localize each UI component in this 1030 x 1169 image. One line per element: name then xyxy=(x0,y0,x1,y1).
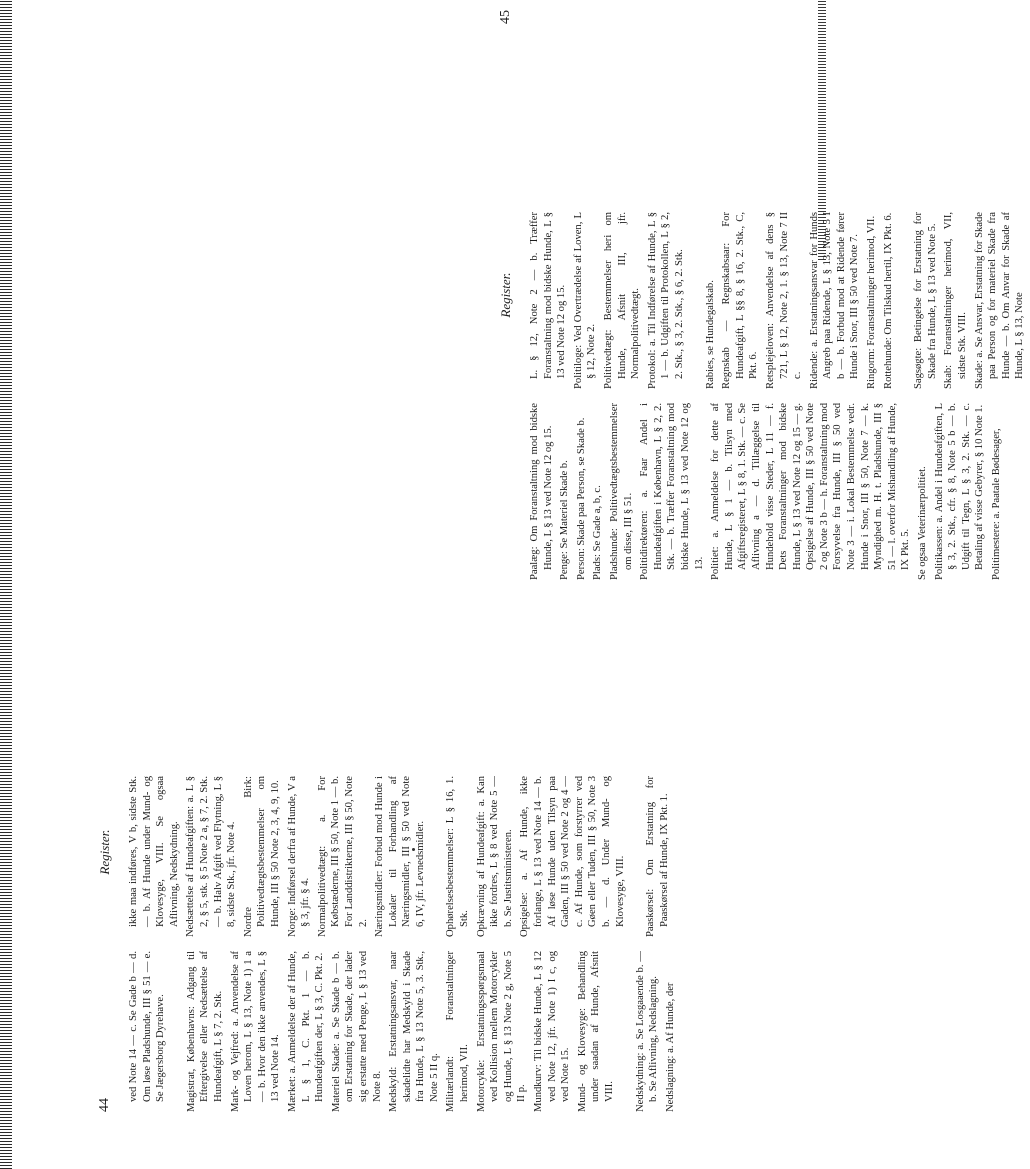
page-number: 45 xyxy=(498,10,513,24)
index-entry: Rottehunde: Om Tilskud hertil, IX Pkt. 6. xyxy=(882,212,894,389)
index-entry: Politimestere: a. Paatale Bødesager, xyxy=(991,428,1002,580)
index-entry: Retsplejeloven: Anvendelse af dens § 721, L § 12, Note 2, 1. § 13, Note 7 II c. xyxy=(764,212,804,389)
index-entry: Politidirektøren: a. Faar Andel i Hundeafgiften i København, L § 2, 2. Stk. — b. Træffer Foranstaltning mod bidske Hunde, L § 13 ved Note 12 og 13. xyxy=(639,403,705,580)
index-entry: Paalæg: Om Foranstaltning mod bidske Hunde, L § 13 ved Note 12 og 15. xyxy=(529,403,554,580)
running-head: Register. xyxy=(97,829,112,875)
page-45 xyxy=(498,10,1026,580)
section-gap xyxy=(620,951,634,1112)
index-entry: Rabies, se Hundegalskab. xyxy=(704,280,716,389)
index-entry: Skab: Foranstaltninger herimod, VII, sidste Stk. VIII. xyxy=(943,212,969,389)
index-entry: Materiel Skade: a. Se Skade b — b. om Erstatning for Skade, der lader sig erstatte med Penge, L § 13 ved Note 8. xyxy=(330,951,383,1112)
index-entry: Plads: Se Gade a, b, c. xyxy=(592,485,604,580)
index-entry: Næringsmidler: Forbud mod Hunde i Lokaler til Forhandling af Næringsmidler, III § 50 ved Note 6, IV, jfr. Levnedsmidler. xyxy=(374,776,426,937)
index-entry: Regnskab — Regnskabsaar: For Hundeafgift, L §§ 8, § 16, 2. Stk., C, Pkt. 6. xyxy=(721,212,760,389)
index-columns xyxy=(528,10,1030,580)
index-column xyxy=(127,951,680,1112)
section-gap xyxy=(171,951,185,1112)
index-entry: Opsigelse: a. Af Hunde, ikke forlange, L § 13 ved Note 14 — b. Af løse Hunde uden Tilsyn paa Gaden, III § 50 ved Note 2 og 4 — c. Af Hunde, som forstyrrer ved Gøen eller Tuden, III § 50, Note 3 b. — d. Under Mund- og Klovesyge, VIII. xyxy=(519,776,626,937)
section-gap xyxy=(430,776,444,937)
index-entry: Militærlandt: Foranstaltninger herimod, VII. xyxy=(445,951,471,1112)
index-column xyxy=(127,776,680,937)
index-entry: Protokol: a. Til Indførelse af Hunde, L § 1 — b. Udgiften til Protokollen, L § 2, 2. Stk., § 3, 2. Stk., § 6, 2. Stk. xyxy=(646,212,685,389)
index-entry: Opkrævning af Hundeafgift: a. Kan ikke fordres, L § 8 ved Note 5 — b. Se Justitsministeren. xyxy=(475,776,514,937)
index-entry: Paaskørsel: Om Erstatning for Paaskørsel af Hunde, IX Pkt. 1. xyxy=(645,776,670,937)
page-44 xyxy=(97,592,676,1112)
index-entry: Sagsøgte: Betingelse for Erstatning for Skade fra Hunde, L § 13 ved Note 5. xyxy=(913,212,938,389)
section-gap xyxy=(630,776,644,937)
index-entry: Mundkurv: Til bidske Hunde, L § 12 ved Note 12, jfr. Note 1) I c, og ved Note 15. xyxy=(533,951,572,1112)
page-header xyxy=(97,592,121,1112)
index-entry: L. § 12, Note 2 — b. Træffer Foranstaltning mod bidske Hunde, L § 13 ved Note 12 og 15. xyxy=(529,212,568,379)
page-number: 44 xyxy=(97,1098,112,1112)
index-entry: Normalpolitivedtægt: a. For Købstæderne, III § 50, Note 1 — b. For Landdistrikterne, III § 50, Note 2. xyxy=(316,776,369,937)
index-entry: Mund- og Klovesyge: Behandling under saadan af Hunde, Afsnit VIII. xyxy=(576,951,615,1112)
index-entry: Ophørelsesbestemmelser: L § 16, 1. Stk. xyxy=(445,776,471,937)
index-entry: Skade: a. Se Ansvar, Erstatning for Skade paa Person og for materiel Skade fra Hunde — b. Om Anvar for Skade af Hunde, L § 13, Note xyxy=(973,212,1026,389)
index-entry: Motorcykle: Erstatningsspørgsmaal ved Kollision mellem Motorcykler og Hunde, L § 13 Note 2 g, Note 5 II p. xyxy=(475,951,528,1112)
index-entry: Ridende: a. Erstatningsansvar for Hunds Angreb paa Ridende, L § 13, Note 5 I b — b. Forbud mod at Ridende fører Hunde i Snor, III § 50 ved Note 7. xyxy=(808,212,861,389)
index-entry: Pladshunde: Politivedtægtsbestemmelser om disse, III § 51. xyxy=(608,403,634,580)
index-entry: Person: Skade paa Person, se Skade b. xyxy=(575,417,587,580)
index-entry: Mark- og Vejfred: a. Anvendelse af Loven herom, L § 13, Note 1) 1 a — b. Hvor den ikke anvendes, L § 13 ved Note 14. xyxy=(229,951,282,1112)
page-header xyxy=(498,10,522,580)
index-entry: Politiloge: Ved Overtrædelse af Loven, L § 12, Note 2. xyxy=(572,212,598,389)
index-entry: Norge: Indførsel derfra af Hunde, V a § 3, jfr. § 4. xyxy=(286,776,312,937)
index-entry: Politiet: a. Anmeldelse for dette af Hunde, L § 1 — b. Tilsyn med Afgiftsregisteret, L § 8, 1. Stk. — c. Se Aflivning a — d. Tillæggelse til Hundehold visse Steder, L 11 — f. Dets Foranstaltninger mod bidske Hunde, L § 13 ved Note 12 og 15 — g. Opsigelse af Hunde, III § 50 ved Note 2 og Note 3 b — h. Foranstaltning mod Forsyvelse fra Hunde, III § 50 ved Note 3 — i. Lokal Bestemmelse vedr. Hunde i Snor, III § 50, Note 7 — k. Myndighed m. H. t. Pladshunde, III § 51 — l. overfor Mishandling af Hunde, IX Pkt. 5. xyxy=(710,403,912,580)
running-head: Register. xyxy=(498,272,513,318)
index-columns xyxy=(127,592,680,1112)
index-entry: Nedskydning: a. Se Losgaaende b. — b. Se Aflivning, Nedslagning. xyxy=(634,951,660,1112)
index-entry: Penge: Se Materiel Skade b. xyxy=(559,460,571,580)
index-entry: Nordre Birk: Politivedtægtsbestemmelser om Hunde, III § 50 Note 2, 3, 4, 9, 10. xyxy=(242,776,281,937)
index-entry: Se ogsaa Veterinærpolitiet. xyxy=(917,466,929,580)
index-column xyxy=(528,403,1030,580)
section-gap xyxy=(690,212,704,389)
index-entry: Medskyld: Erstatningsansvar, naar skadelidte har Medskyld i Skade fra Hunde, L § 13 Note 5, 3. Stk., Note 5 II q. xyxy=(388,951,440,1112)
index-column xyxy=(528,212,1030,389)
index-entry: Mærket: a. Anmeldelse der af Hunde, L § 1, C. Pkt. 1 — b. Hundeafgiften der, L § 3, C. Pkt. 2. xyxy=(286,951,326,1112)
index-entry: Ringorm: Foranstaltninger herimod, VII. xyxy=(866,215,878,389)
index-entry: ved Note 14 — c. Se Gade b — d. Om løse Pladshunde, III § 51 — e. Se Jægersborg Dyrehave. xyxy=(128,951,167,1102)
index-entry: ikke maa indføres, V b, sidste Stk. — b. Af Hunde under Mund- og Klovesyge, VIII. Se ogsaa Aflivning, Nedskydning. xyxy=(128,776,180,927)
index-entry: Politikassen: a. Andel i Hundeafgiften, L § 3, 2. Stk., cfr. § 8, Note 5 b — b. Udgift til Tegn, L § 3, 2. Stk. — c. Betaling af visse Gebyrer, § 10 Note 1. xyxy=(933,403,986,580)
index-entry: Nedsættelse af Hundeafgiften: a. L § 2, § 5, stk. § 5 Note 2 a, § 7, 2. Stk. — b. Halv Afgift ved Flytning, L § 8, sidste Stk., jfr. Note 4. xyxy=(185,776,238,937)
index-entry: Nedslagning: a. Af Hunde, der xyxy=(664,982,676,1112)
scan-edge-left xyxy=(0,0,12,1169)
index-entry: Magistrat, Københavns: Adgang til Eftergivelse eller Nedsættelse af Hundeafgift, L § 7, 2. Stk. xyxy=(185,951,224,1112)
section-gap xyxy=(898,212,912,389)
index-entry: Politivedtægt: Bestemmelser heri om Hunde, Afsnit III, jfr. Normalpolitivedtægt. xyxy=(602,212,642,389)
